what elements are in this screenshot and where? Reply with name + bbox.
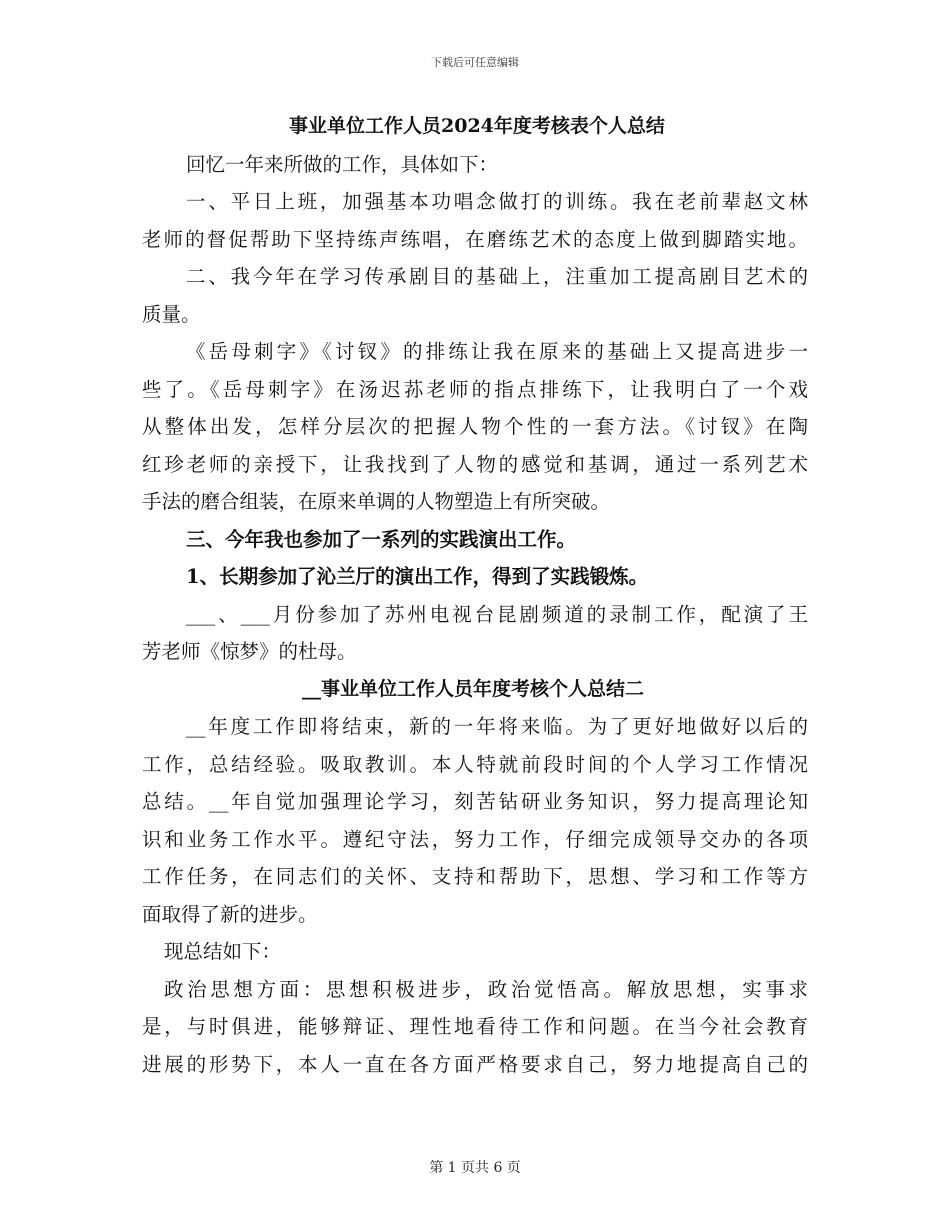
text-line: 芳老师《惊梦》的杜母。: [142, 640, 357, 663]
text-line: 老师的督促帮助下坚持练声练唱，在磨练艺术的态度上做到脚踏实地。: [142, 227, 808, 251]
text-line: 是，与时俱进，能够辩证、理性地看待工作和问题。在当今社会教育: [142, 1015, 808, 1038]
text-line: 手法的磨合组装，在原来单调的人物塑造上有所突破。: [142, 490, 611, 513]
text-line: ___、___月份参加了苏州电视台昆剧频道的录制工作，配演了王: [186, 602, 808, 626]
text-line: 一、平日上班，加强基本功唱念做打的训练。我在老前辈赵文林: [186, 190, 808, 213]
text-line: 1、长期参加了沁兰厅的演出工作，得到了实践锻炼。: [186, 565, 649, 588]
text-line: 些了。《岳母刺字》在汤迟荪老师的指点排练下，让我明白了一个戏: [142, 377, 808, 401]
text-line: 总结。__年自觉加强理论学习，刻苦钻研业务知识，努力提高理论知: [142, 790, 808, 813]
page-header: 下载后可任意编辑: [431, 56, 519, 69]
text-line: 红珍老师的亲授下，让我找到了人物的感觉和基调，通过一系列艺术: [142, 452, 808, 476]
document-body: [142, 108, 808, 1083]
text-line: 工作，总结经验。吸取教训。本人特就前段时间的个人学习工作情况: [142, 752, 808, 776]
text-line: 回忆一年来所做的工作，具体如下：: [186, 152, 499, 176]
text-line: 从整体出发，怎样分层次的把握人物个性的一套方法。《讨钗》在陶: [142, 415, 808, 438]
text-line: 三、今年我也参加了一系列的实践演出工作。: [186, 527, 577, 551]
text-line: 《岳母刺字》《讨钗》的排练让我在原来的基础上又提高进步一: [186, 340, 808, 363]
text-line: 识和业务工作水平。遵纪守法，努力工作，仔细完成领导交办的各项: [142, 827, 808, 851]
text-line: 政治思想方面：思想积极进步，政治觉悟高。解放思想，实事求: [164, 977, 808, 1001]
text-line: 质量。: [142, 302, 201, 326]
text-line: 进展的形势下，本人一直在各方面严格要求自己，努力地提高自己的: [142, 1052, 808, 1076]
text-line: 面取得了新的进步。: [142, 902, 318, 926]
text-line: 工作任务，在同志们的关怀、支持和帮助下，思想、学习和工作等方: [142, 865, 808, 888]
text-line: 现总结如下：: [164, 940, 282, 963]
text-line: __年度工作即将结束，新的一年将来临。为了更好地做好以后的: [186, 715, 808, 738]
section-title: __事业单位工作人员年度考核个人总结二: [302, 677, 645, 700]
page-footer: 第 1 页共 6 页: [429, 1160, 521, 1176]
text-line: 二、我今年在学习传承剧目的基础上，注重加工提高剧目艺术的: [186, 265, 808, 288]
section-title: 事业单位工作人员2024年度考核表个人总结: [289, 115, 665, 137]
